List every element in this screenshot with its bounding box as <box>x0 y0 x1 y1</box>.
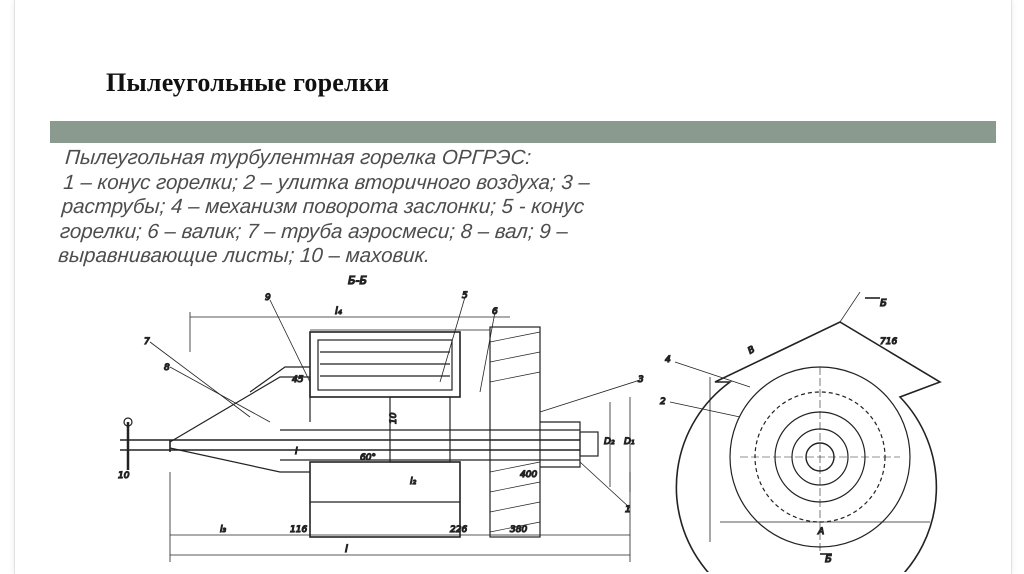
snail-view <box>660 292 940 572</box>
section-marker: Б <box>880 298 887 309</box>
dim-label: 380 <box>510 525 528 535</box>
callout: 1 <box>625 505 631 515</box>
dim-label: 45 <box>292 375 304 385</box>
caption-line: Пылеугольная турбулентная горелка ОРГРЭС: <box>64 146 532 169</box>
callout: 6 <box>492 307 498 317</box>
section-label: Б-Б <box>348 274 368 287</box>
caption-line: горелки; 6 – валик; 7 – труба аэросмеси; 8 – вал; 9 – <box>59 219 569 243</box>
dim-label: l₂ <box>410 477 417 487</box>
section-view <box>118 274 644 562</box>
caption-line: раструбы; 4 – механизм поворота заслонки; 5 - конус <box>60 195 586 219</box>
burner-technical-drawing <box>110 272 1010 572</box>
dim-label: l <box>295 447 298 457</box>
section-marker: Б <box>825 554 832 565</box>
dim-label: D₁ <box>624 437 635 447</box>
title-accent-bar <box>50 121 996 143</box>
dim-label: 400 <box>520 470 538 480</box>
callout: 8 <box>164 363 170 373</box>
dim-label: l₄ <box>335 306 342 317</box>
dim-label: l <box>345 544 348 555</box>
figure-caption <box>57 146 916 269</box>
dim-label: 716 <box>880 337 898 347</box>
dim-label: A <box>818 527 825 537</box>
callout: 9 <box>265 293 271 303</box>
caption-line: 1 – конус горелки; 2 – улитка вторичного воздуха; 3 – <box>62 170 591 194</box>
callout: 7 <box>144 337 150 347</box>
callout: 5 <box>462 291 468 301</box>
callout: 3 <box>638 375 644 385</box>
dim-label: D₂ <box>604 437 615 447</box>
dim-label: 60° <box>360 453 376 463</box>
caption-line: выравнивающие листы; 10 – маховик. <box>57 244 431 268</box>
callout: 10 <box>118 471 130 481</box>
callout: 4 <box>665 355 671 365</box>
callout: 2 <box>660 397 666 407</box>
dim-label: 116 <box>290 525 308 535</box>
dim-label: 10 <box>389 412 399 424</box>
dim-label: B <box>746 344 757 357</box>
dim-label: 226 <box>450 525 468 535</box>
dim-label: l₃ <box>220 525 227 535</box>
slide-title: Пылеугольные горелки <box>106 68 390 97</box>
